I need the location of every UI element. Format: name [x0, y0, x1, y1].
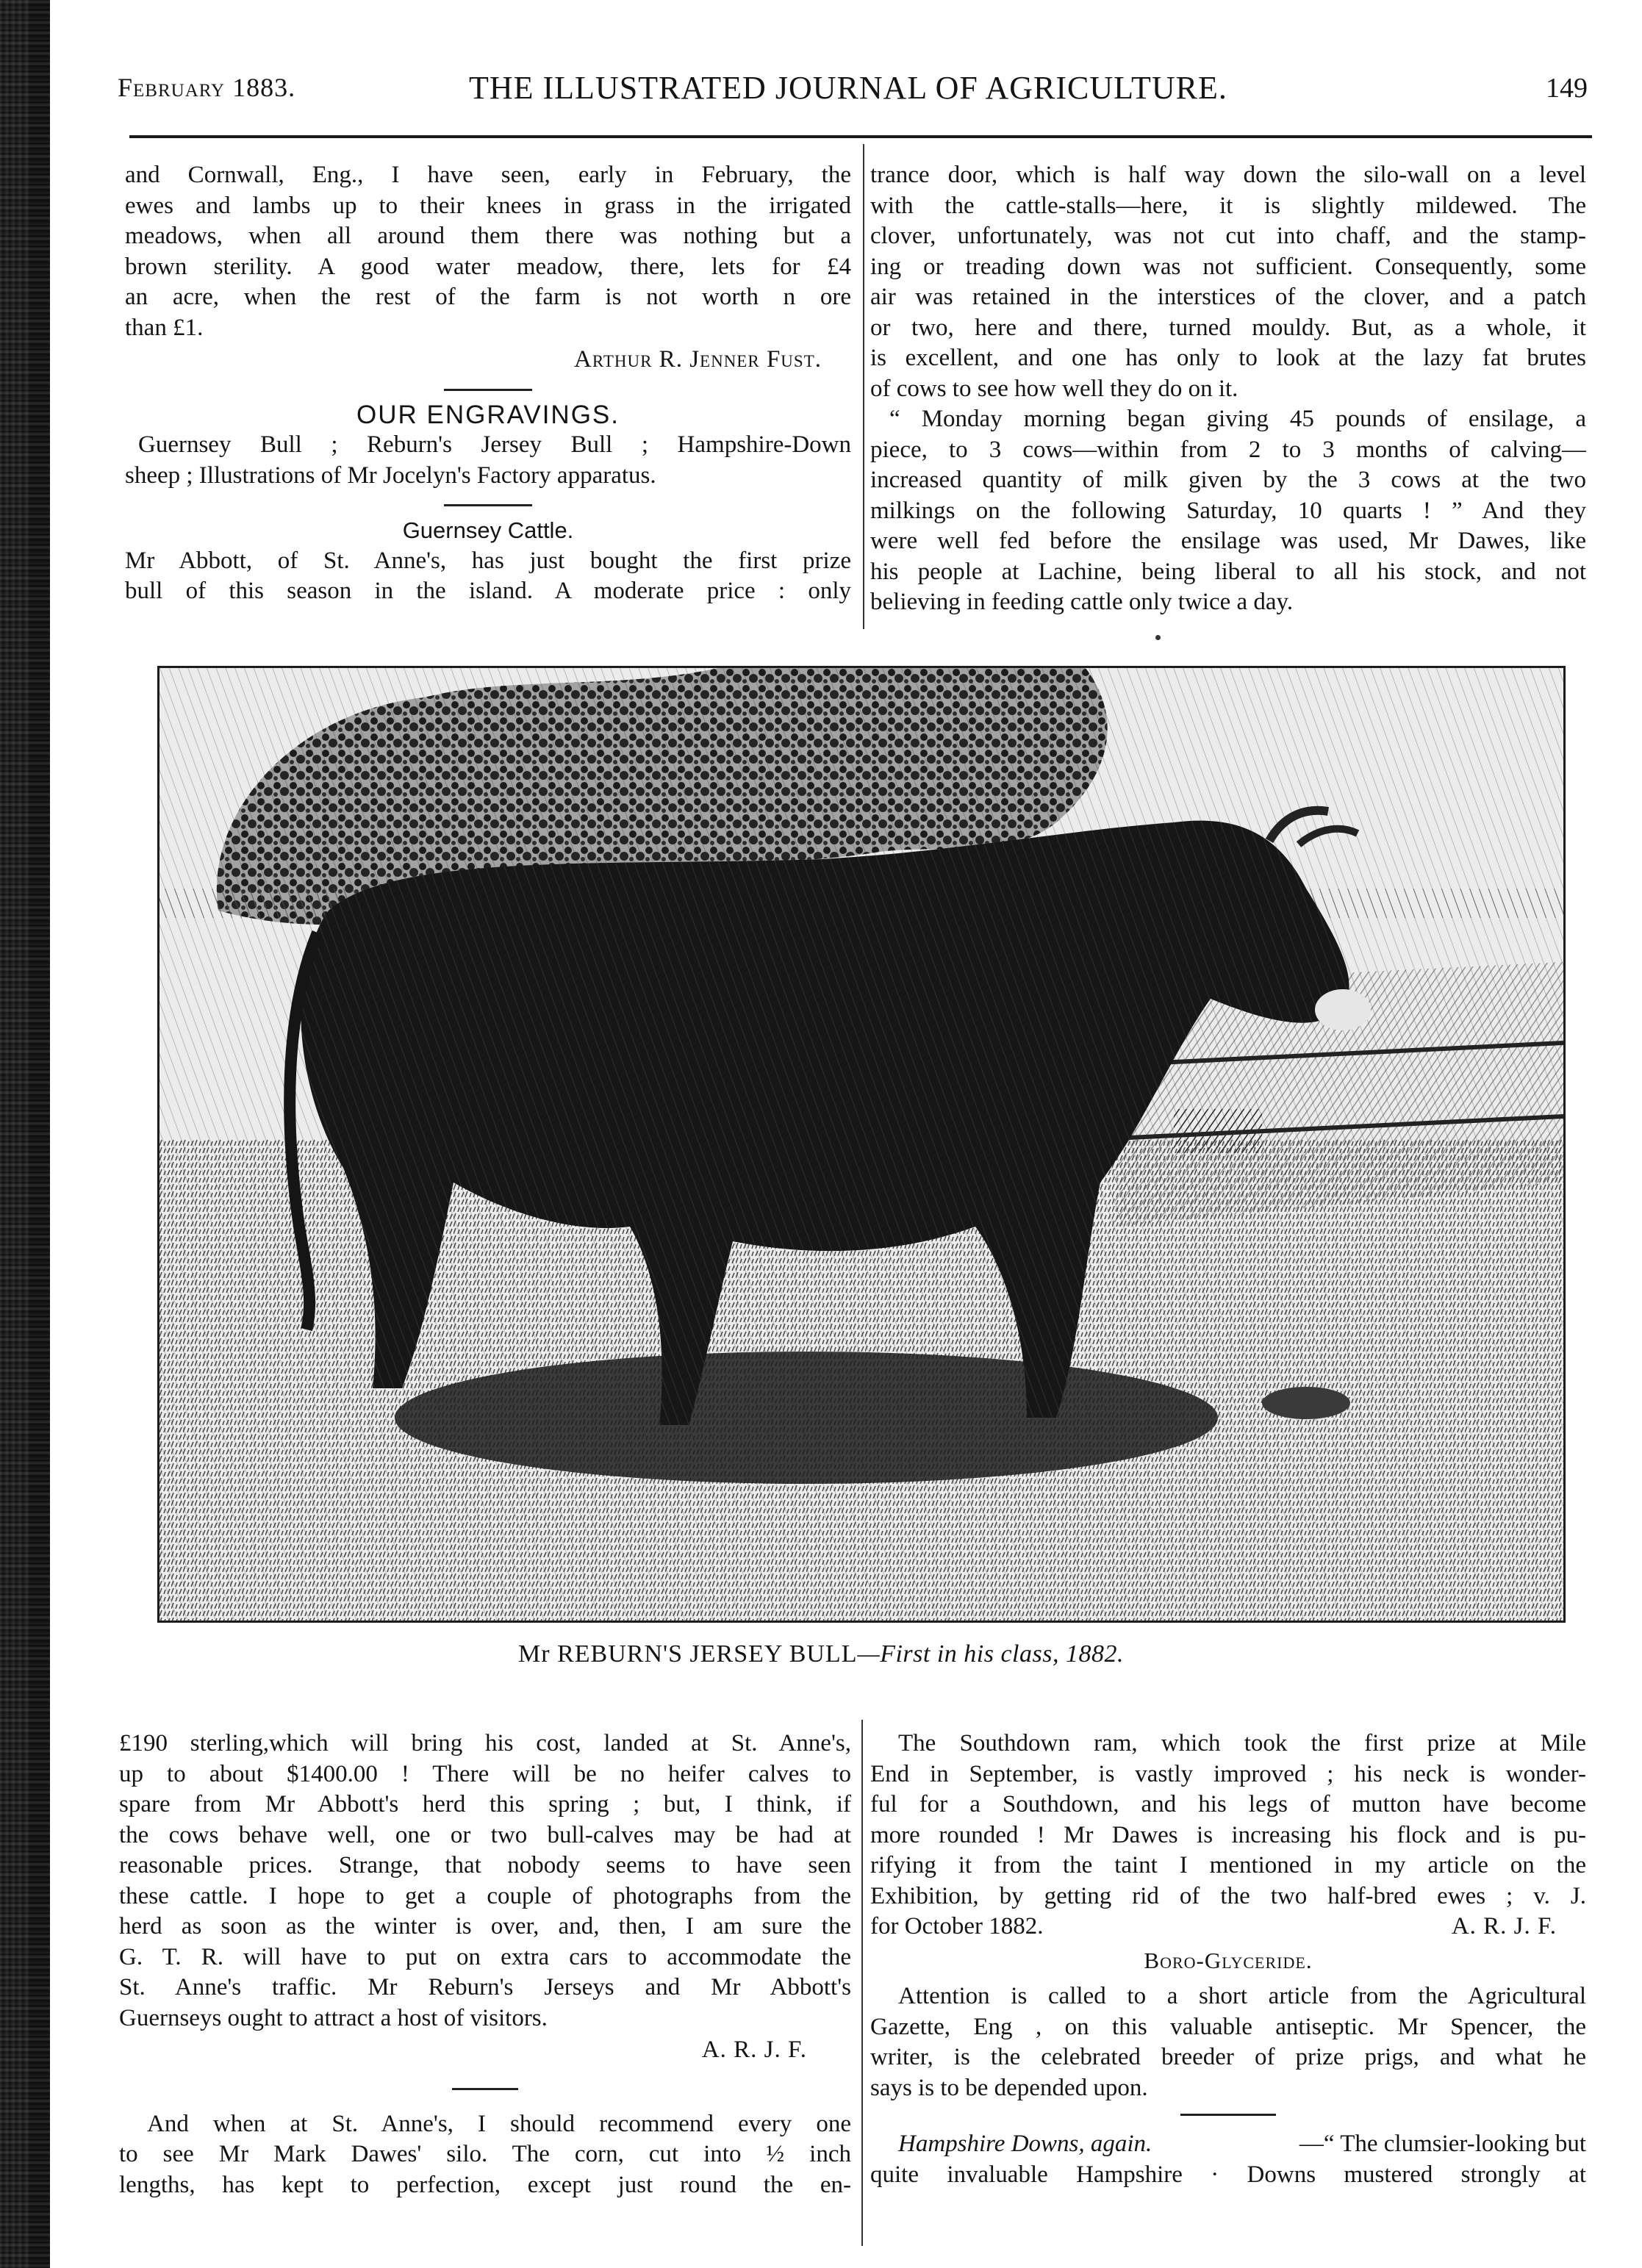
- text-line: lengths, has kept to perfection, except just round the en-: [119, 2171, 851, 2198]
- text-line: Mr Abbott, of St. Anne's, has just bought the first prize: [125, 547, 851, 574]
- text-line: G. T. R. will have to put on extra cars to accommodate the: [119, 1943, 851, 1970]
- text-line: And when at St. Anne's, I should recommend every one: [147, 2110, 851, 2137]
- text-line: or two, here and there, turned mouldy. But, as a whole, it: [870, 314, 1586, 341]
- text-line: is excellent, and one has only to look at the lazy fat brutes: [870, 345, 1586, 371]
- our-engravings-heading: OUR ENGRAVINGS.: [356, 400, 620, 429]
- section-divider: [1180, 2114, 1276, 2116]
- text-line: Guernsey Bull ; Reburn's Jersey Bull ; Hampshire-Down: [138, 431, 851, 458]
- print-speck: [1155, 635, 1161, 640]
- author-initials: A. R. J. F.: [1451, 1913, 1557, 1939]
- text-line: Exhibition, by getting rid of the two half-bred ewes ; v. J.: [870, 1882, 1586, 1909]
- section-divider: [444, 389, 532, 391]
- engraving-caption: [0, 1640, 1642, 1668]
- caption-title: Mr REBURN'S JERSEY BULL: [518, 1640, 858, 1668]
- text-line: ewes and lambs up to their knees in grass in the irrigated: [125, 192, 851, 219]
- text-line: Guernseys ought to attract a host of visitors.: [119, 2004, 548, 2031]
- text-line: sheep ; Illustrations of Mr Jocelyn's Factory apparatus.: [125, 462, 656, 489]
- text-line: with the cattle-stalls—here, it is slightly mildewed. The: [870, 192, 1586, 219]
- text-line: of cows to see how well they do on it.: [870, 375, 1238, 402]
- text-line: trance door, which is half way down the silo-wall on a level: [870, 162, 1586, 188]
- text-line-right: —“ The clumsier-looking but: [1299, 2131, 1586, 2157]
- header-date: February 1883.: [118, 73, 296, 102]
- section-divider: [452, 2088, 518, 2090]
- text-line: spare from Mr Abbott's herd this spring ; but, I think, if: [119, 1791, 851, 1817]
- author-signature: Arthur R. Jenner Fust.: [574, 346, 822, 373]
- text-line: St. Anne's traffic. Mr Reburn's Jerseys and Mr Abbott's: [119, 1974, 851, 2000]
- text-line: more rounded ! Mr Dawes is increasing his flock and is pu-: [870, 1821, 1586, 1848]
- text-line: were well fed before the ensilage was used, Mr Dawes, like: [870, 528, 1586, 554]
- column-rule: [863, 144, 864, 629]
- boro-glyceride-heading: Boro-Glyceride.: [1144, 1947, 1313, 1973]
- text-line: milkings on the following Saturday, 10 quarts ! ” And they: [870, 497, 1586, 524]
- text-line: herd as soon as the winter is over, and, then, I am sure the: [119, 1913, 851, 1939]
- bottom-left-column: [119, 1729, 851, 2200]
- text-line: an acre, when the rest of the farm is not worth n ore: [125, 284, 851, 310]
- hampshire-downs-label: Hampshire Downs, again.: [898, 2131, 1152, 2157]
- page-binding-edge: [0, 0, 50, 2268]
- text-line: rifying it from the taint I mentioned in my article on the: [870, 1852, 1586, 1878]
- text-line: Attention is called to a short article from the Agricultural: [898, 1983, 1586, 2009]
- text-line: bull of this season in the island. A moderate price : only: [125, 578, 851, 604]
- text-line: “ Monday morning began giving 45 pounds of ensilage, a: [889, 406, 1586, 432]
- text-line: says is to be depended upon.: [870, 2074, 1148, 2101]
- text-line: than £1.: [125, 314, 204, 341]
- text-line: meadows, when all around them there was nothing but a: [125, 223, 851, 249]
- column-rule: [861, 1720, 863, 2246]
- text-line: £190 sterling,which will bring his cost, landed at St. Anne's,: [119, 1730, 851, 1756]
- text-line: believing in feeding cattle only twice a day.: [870, 589, 1294, 615]
- text-line: ful for a Southdown, and his legs of mutton have become: [870, 1791, 1586, 1817]
- text-line: to see Mr Mark Dawes' silo. The corn, cut into ½ inch: [119, 2141, 851, 2167]
- text-line: and Cornwall, Eng., I have seen, early in February, the: [125, 162, 851, 188]
- bull-engraving-illustration: [159, 668, 1563, 1621]
- text-line: these cattle. I hope to get a couple of photographs from the: [119, 1882, 851, 1909]
- jersey-bull-engraving: [157, 666, 1566, 1623]
- bottom-right-column: [870, 1729, 1586, 2190]
- caption-subtitle: —First in his class, 1882.: [857, 1640, 1124, 1668]
- text-line: increased quantity of milk given by the 3 cows at the two: [870, 467, 1586, 493]
- text-line: quite invaluable Hampshire · Downs mustered strongly at: [870, 2161, 1586, 2188]
- top-right-column: [870, 160, 1586, 618]
- text-line: his people at Lachine, being liberal to all his stock, and not: [870, 558, 1586, 585]
- text-line: clover, unfortunately, was not cut into chaff, and the stamp-: [870, 223, 1586, 249]
- text-line: up to about $1400.00 ! There will be no heifer calves to: [119, 1760, 851, 1787]
- text-line: brown sterility. A good water meadow, there, lets for £4: [125, 253, 851, 280]
- text-line: piece, to 3 cows—within from 2 to 3 months of calving—: [870, 436, 1586, 463]
- text-line-left: for October 1882.: [870, 1913, 1044, 1939]
- text-line: [870, 2129, 1586, 2160]
- header-rule: [129, 135, 1592, 138]
- guernsey-cattle-heading: Guernsey Cattle.: [402, 517, 574, 543]
- text-line: [870, 1912, 1586, 1942]
- journal-title: THE ILLUSTRATED JOURNAL OF AGRICULTURE.: [469, 70, 1227, 106]
- text-line: The Southdown ram, which took the first prize at Mile: [898, 1730, 1586, 1756]
- text-line: End in September, is vastly improved ; his neck is wonder-: [870, 1760, 1586, 1787]
- text-line: reasonable prices. Strange, that nobody seems to have seen: [119, 1852, 851, 1878]
- section-divider: [444, 504, 532, 506]
- text-line: air was retained in the interstices of the clover, and a patch: [870, 284, 1586, 310]
- page-header: [118, 72, 1588, 116]
- text-line: ing or treading down was not sufficient. Consequently, some: [870, 253, 1586, 280]
- text-line: Gazette, Eng , on this valuable antiseptic. Mr Spencer, the: [870, 2013, 1586, 2040]
- text-line: the cows behave well, one or two bull-calves may be had at: [119, 1821, 851, 1848]
- text-line: writer, is the celebrated breeder of prize prigs, and what he: [870, 2044, 1586, 2070]
- top-left-column: [125, 160, 851, 607]
- page-number: 149: [1546, 73, 1588, 104]
- author-initials: A. R. J. F.: [701, 2036, 807, 2063]
